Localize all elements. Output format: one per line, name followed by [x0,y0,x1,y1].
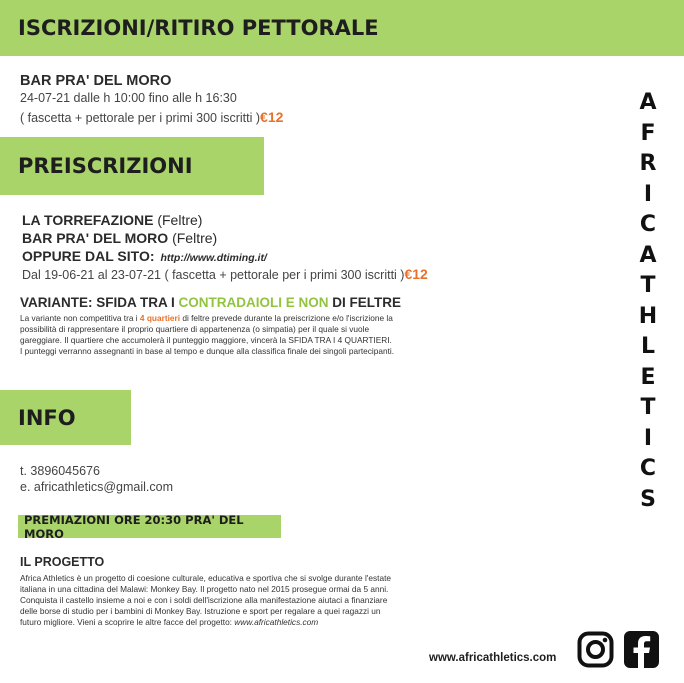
brand-letter: I [643,425,653,451]
progetto-line-5-a: futuro migliore. Vieni a scoprire le altre facce del progetto: [20,617,235,627]
facebook-icon[interactable] [624,631,659,668]
vertical-brand [628,88,668,515]
brand-letter: T [640,273,656,298]
preiscrizioni-site [22,248,267,264]
progetto-line-3: Conquista il castello insieme a noi e con i soldi dell'iscrizione alla manifestazione aiutaci a finanziare [20,595,388,605]
iscrizioni-header [0,0,684,56]
preiscrizioni-venue-1 [22,212,202,228]
preiscrizioni-dates: Dal 19-06-21 al 23-07-21 ( fascetta + pettorale per i primi 300 iscritti ) [22,268,405,282]
preiscrizioni-price: €12 [404,266,428,282]
preiscrizioni-venue-2 [22,230,217,246]
instagram-icon[interactable] [577,631,614,668]
variante-title [20,295,401,310]
brand-letter: E [640,364,656,390]
progetto-line-1: Africa Athletics è un progetto di coesione culturale, educativa e sportiva che si svolge durante l'estate [20,573,392,583]
venue-1-city: (Feltre) [153,212,203,228]
info-title: INFO [18,405,76,430]
progetto-line-2: italiana in una cittadina del Malawi: Monkey Bay. Il progetto nato nel 2015 prosegue ormai da 5 anni. [20,584,389,594]
premiazioni-text: PREMIAZIONI ORE 20:30 PRA' DEL MORO [24,512,244,541]
preiscrizioni-title: PREISCRIZIONI [18,154,193,178]
brand-letter: F [640,120,656,146]
variante-line-4: I punteggi verranno assegnanti in base al tempo e dunque alla classifica finale dei singoli partecipanti. [20,346,395,356]
iscrizioni-details: ( fascetta + pettorale per i primi 300 iscritti ) [20,111,261,125]
preiscrizioni-dates-line [22,266,428,282]
site-url[interactable]: http://www.dtiming.it/ [160,252,267,264]
progetto-link[interactable]: www.africathletics.com [234,617,319,627]
variante-line-2: possibilità di rappresentare il proprio quartiere di appartenenza (o simpatia) per il quale si vuole [20,324,370,334]
variante-line-1 [20,313,393,323]
variante-title-a: VARIANTE: SFIDA TRA I [20,295,179,310]
iscrizioni-price: €12 [260,109,284,125]
variante-quartieri: 4 quartieri [139,313,181,323]
venue-2-city: (Feltre) [168,230,218,246]
brand-letter: L [640,334,656,359]
brand-letter: A [639,242,657,268]
brand-letter: S [640,486,656,512]
progetto-line-5 [20,617,318,627]
brand-letter: R [639,151,657,176]
brand-letter: I [643,181,653,207]
site-label: OPPURE DAL SITO: [22,248,155,264]
venue-2-name: BAR PRA' DEL MORO [22,230,169,246]
iscrizioni-date: 24-07-21 dalle h 10:00 fino alle h 16:30 [20,91,237,105]
info-header [0,390,131,445]
brand-letter: T [640,395,656,420]
brand-letter: C [639,456,657,481]
info-email[interactable]: e. africathletics@gmail.com [20,480,174,494]
brand-letter: H [638,303,658,329]
iscrizioni-title: ISCRIZIONI/RITIRO PETTORALE [18,16,379,40]
iscrizioni-venue: BAR PRA' DEL MORO [20,73,172,89]
variante-line-3: gareggiare. Il quartiere che accumolerà il punteggio maggiore, vincerà la SFIDA TRA I 4 QUARTIERI. [20,335,392,345]
progetto-title: IL PROGETTO [20,555,105,569]
progetto-line-4: delle borse di studio per i bambini di Monkey Bay. Istruzione e sport per regalare a quei ragazzi un [20,606,381,616]
info-phone: t. 3896045676 [20,464,100,478]
brand-letter: A [639,90,657,115]
brand-letter: C [639,212,657,237]
iscrizioni-details-line [20,109,283,125]
variante-line-1-a: La variante non competitiva tra i [20,313,140,323]
footer-website[interactable]: www.africathletics.com [429,652,557,664]
variante-title-highlight: CONTRADAIOLI E NON [178,295,329,310]
variante-title-c: DI FELTRE [328,295,401,310]
premiazioni-banner [18,512,281,541]
preiscrizioni-header [0,137,264,195]
venue-1-name: LA TORREFAZIONE [22,212,154,228]
variante-line-1-c: di feltre prevede durante la preiscrizione e/o l'iscrizione la [180,313,393,323]
